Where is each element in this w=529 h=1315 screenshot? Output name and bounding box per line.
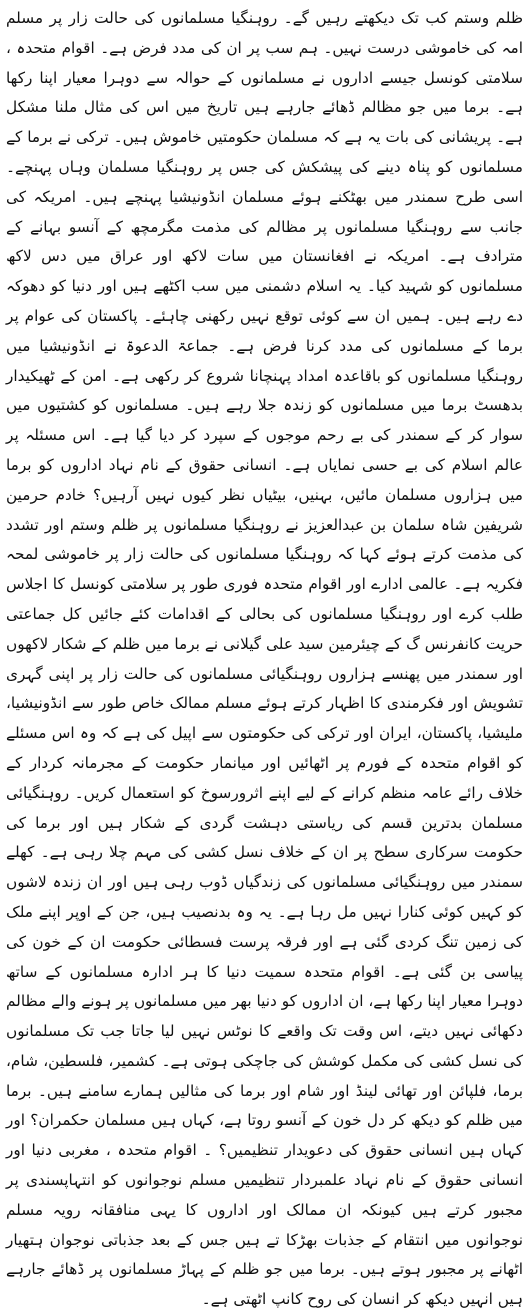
article-paragraph: ظلم وستم کب تک دیکھتے رہیں گے۔ روہنگیا مسلمانوں کی حالت زار پر مسلم امہ کی خاموشی درست نہیں۔ ہم سب پر ان کی مدد فرض ہے۔ اقوام متحدہ ، سلامتی کونسل جیسے اداروں نے مسلمانوں کے حوالہ سے دوہرا معیار اپنا رکھا ہے۔ برما میں جو مظالم ڈھائے جارہے ہیں تاریخ میں اس کی مثال ملنا مشکل ہے۔ پریشانی کی بات یہ ہے کہ مسلمان حکومتیں خاموش ہیں۔ ترکی نے برما کے مسلمانوں کو پناہ دینے کی پیشکش کی جس پر روہنگیا مسلمان وہاں پہنچے۔ اسی طرح سمندر میں بھٹکنے ہوئے مسلمان انڈونیشیا پہنچے ہیں۔ امریکہ کی جانب سے روہنگیا مسلمانوں پر مظالم کی مذمت مگرمچھ کے آنسو بہانے کے مترادف ہے۔ امریکہ نے افغانستان میں سات لاکھ اور عراق میں دس لاکھ مسلمانوں کو شہید کیا۔ یہ اسلام دشمنی میں سب اکٹھے ہیں اور دنیا کو دھوکہ دے رہے ہیں۔ ہمیں ان سے کوئی توقع نہیں رکھنی چاہئے۔ پاکستان کی عوام پر برما کے مسلمانوں کی مدد کرنا فرض ہے۔ جماعۃ الدعوۃ نے انڈونیشیا میں روہنگیا مسلمانوں کو باقاعدہ امداد پہنچانا شروع کر رکھی ہے۔ امن کے ٹھیکیدار بدھسٹ برما میں مسلمانوں کو زندہ جلا رہے ہیں۔ مسلمانوں کو کشتیوں میں سوار کر کے سمندر کی بے رحم موجوں کے سپرد کر دیا گیا ہے۔ اس مسئلہ پر عالم اسلام کی بے حسی نمایاں ہے۔ انسانی حقوق کے نام نہاد اداروں کو برما میں ہزاروں مسلمان مائیں، بہنیں، بیٹیاں نظر کیوں نہیں آرہیں؟ خادم حرمین شریفین شاہ سلمان بن عبدالعزیز نے روہنگیا مسلمانوں پر ظلم وستم اور تشدد کی مذمت کرتے ہوئے کہا کہ روہنگیا مسلمانوں کی حالت زار پر خاموشی لمحہ فکریہ ہے۔ عالمی ادارے اور اقوام متحدہ فوری طور پر سلامتی کونسل کا اجلاس طلب کرے اور روہنگیا مسلمانوں کی بحالی کے اقدامات کئے جائیں کل جماعتی حریت کانفرنس گ کے چیئرمین سید علی گیلانی نے برما میں ظلم کے شکار لاکھوں اور سمندر میں پھنسے ہزاروں روہنگیائی مسلمانوں کی حالت زار پر اپنی گہری تشویش اور فکرمندی کا اظہار کرتے ہوئے مسلم ممالک خاص طور سے انڈونیشیا، ملیشیا، پاکستان، ایران اور ترکی کی حکومتوں سے اپیل کی ہے کہ وہ اس مسئلے کو اقوام متحدہ کے فورم پر اٹھائیں اور میانمار حکومت کے مجرمانہ کردار کے خلاف رائے عامہ منظم کرانے کے لیے اپنے اثرورسوخ کو استعمال کریں۔ روہنگیائی مسلمان بدترین قسم کی ریاستی دہشت گردی کے شکار ہیں اور برما کی حکومت سرکاری سطح پر ان کے خلاف نسل کشی کی مہم چلا رہی ہے۔ کھلے سمندر میں روہنگیائی مسلمانوں کی زندگیاں ڈوب رہی ہیں اور ان زندہ لاشوں کو کہیں کوئی کنارا نہیں مل رہا ہے۔ یہ وہ بدنصیب ہیں، جن کے اوپر اپنے ملک کی زمین تنگ کردی گئی ہے اور فرقہ پرست فسطائی حکومت ان کے خون کی پیاسی بن گئی ہے۔ اقوام متحدہ سمیت دنیا کا ہر ادارہ مسلمانوں کے ساتھ دوہرا معیار اپنا رکھا ہے، ان اداروں کو دنیا بھر میں مسلمانوں پر ہونے والے مظالم دکھائی نہیں دیتے، اس وقت تک واقعے کا نوٹس نہیں لیا جاتا جب تک مسلمانوں کی نسل کشی کی مکمل کوشش کی جاچکی ہوتی ہے۔ کشمیر، فلسطین، شام، برما، فلپائن اور تھائی لینڈ اور شام اور برما کی مثالیں ہمارے سامنے ہیں۔ برما میں ظلم کو دیکھ کر دل خون کے آنسو روتا ہے، کہاں ہیں مسلمان حکمران؟ اور کہاں ہیں انسانی حقوق کی دعویدار تنظیمیں؟ ۔ اقوام متحدہ ، مغربی دنیا اور انسانی حقوق کے نام نہاد علمبردار تنظیمیں مسلم نوجوانوں کو انتہاپسندی پر مجبور کرتے ہیں کیونکہ ان ممالک اور اداروں کا یہی منافقانہ رویہ مسلم نوجوانوں میں انتقام کے جذبات بھڑکا تے ہیں جس کے بعد جذباتی نوجوان ہتھیار اٹھانے پر مجبور ہوتے ہیں۔ برما میں جو ظلم کے پہاڑ مسلمانوں پر ڈھائے جارہے ہیں انہیں دیکھ کر انسان کی روح کانپ اٹھتی ہے۔: [6, 9, 523, 1309]
